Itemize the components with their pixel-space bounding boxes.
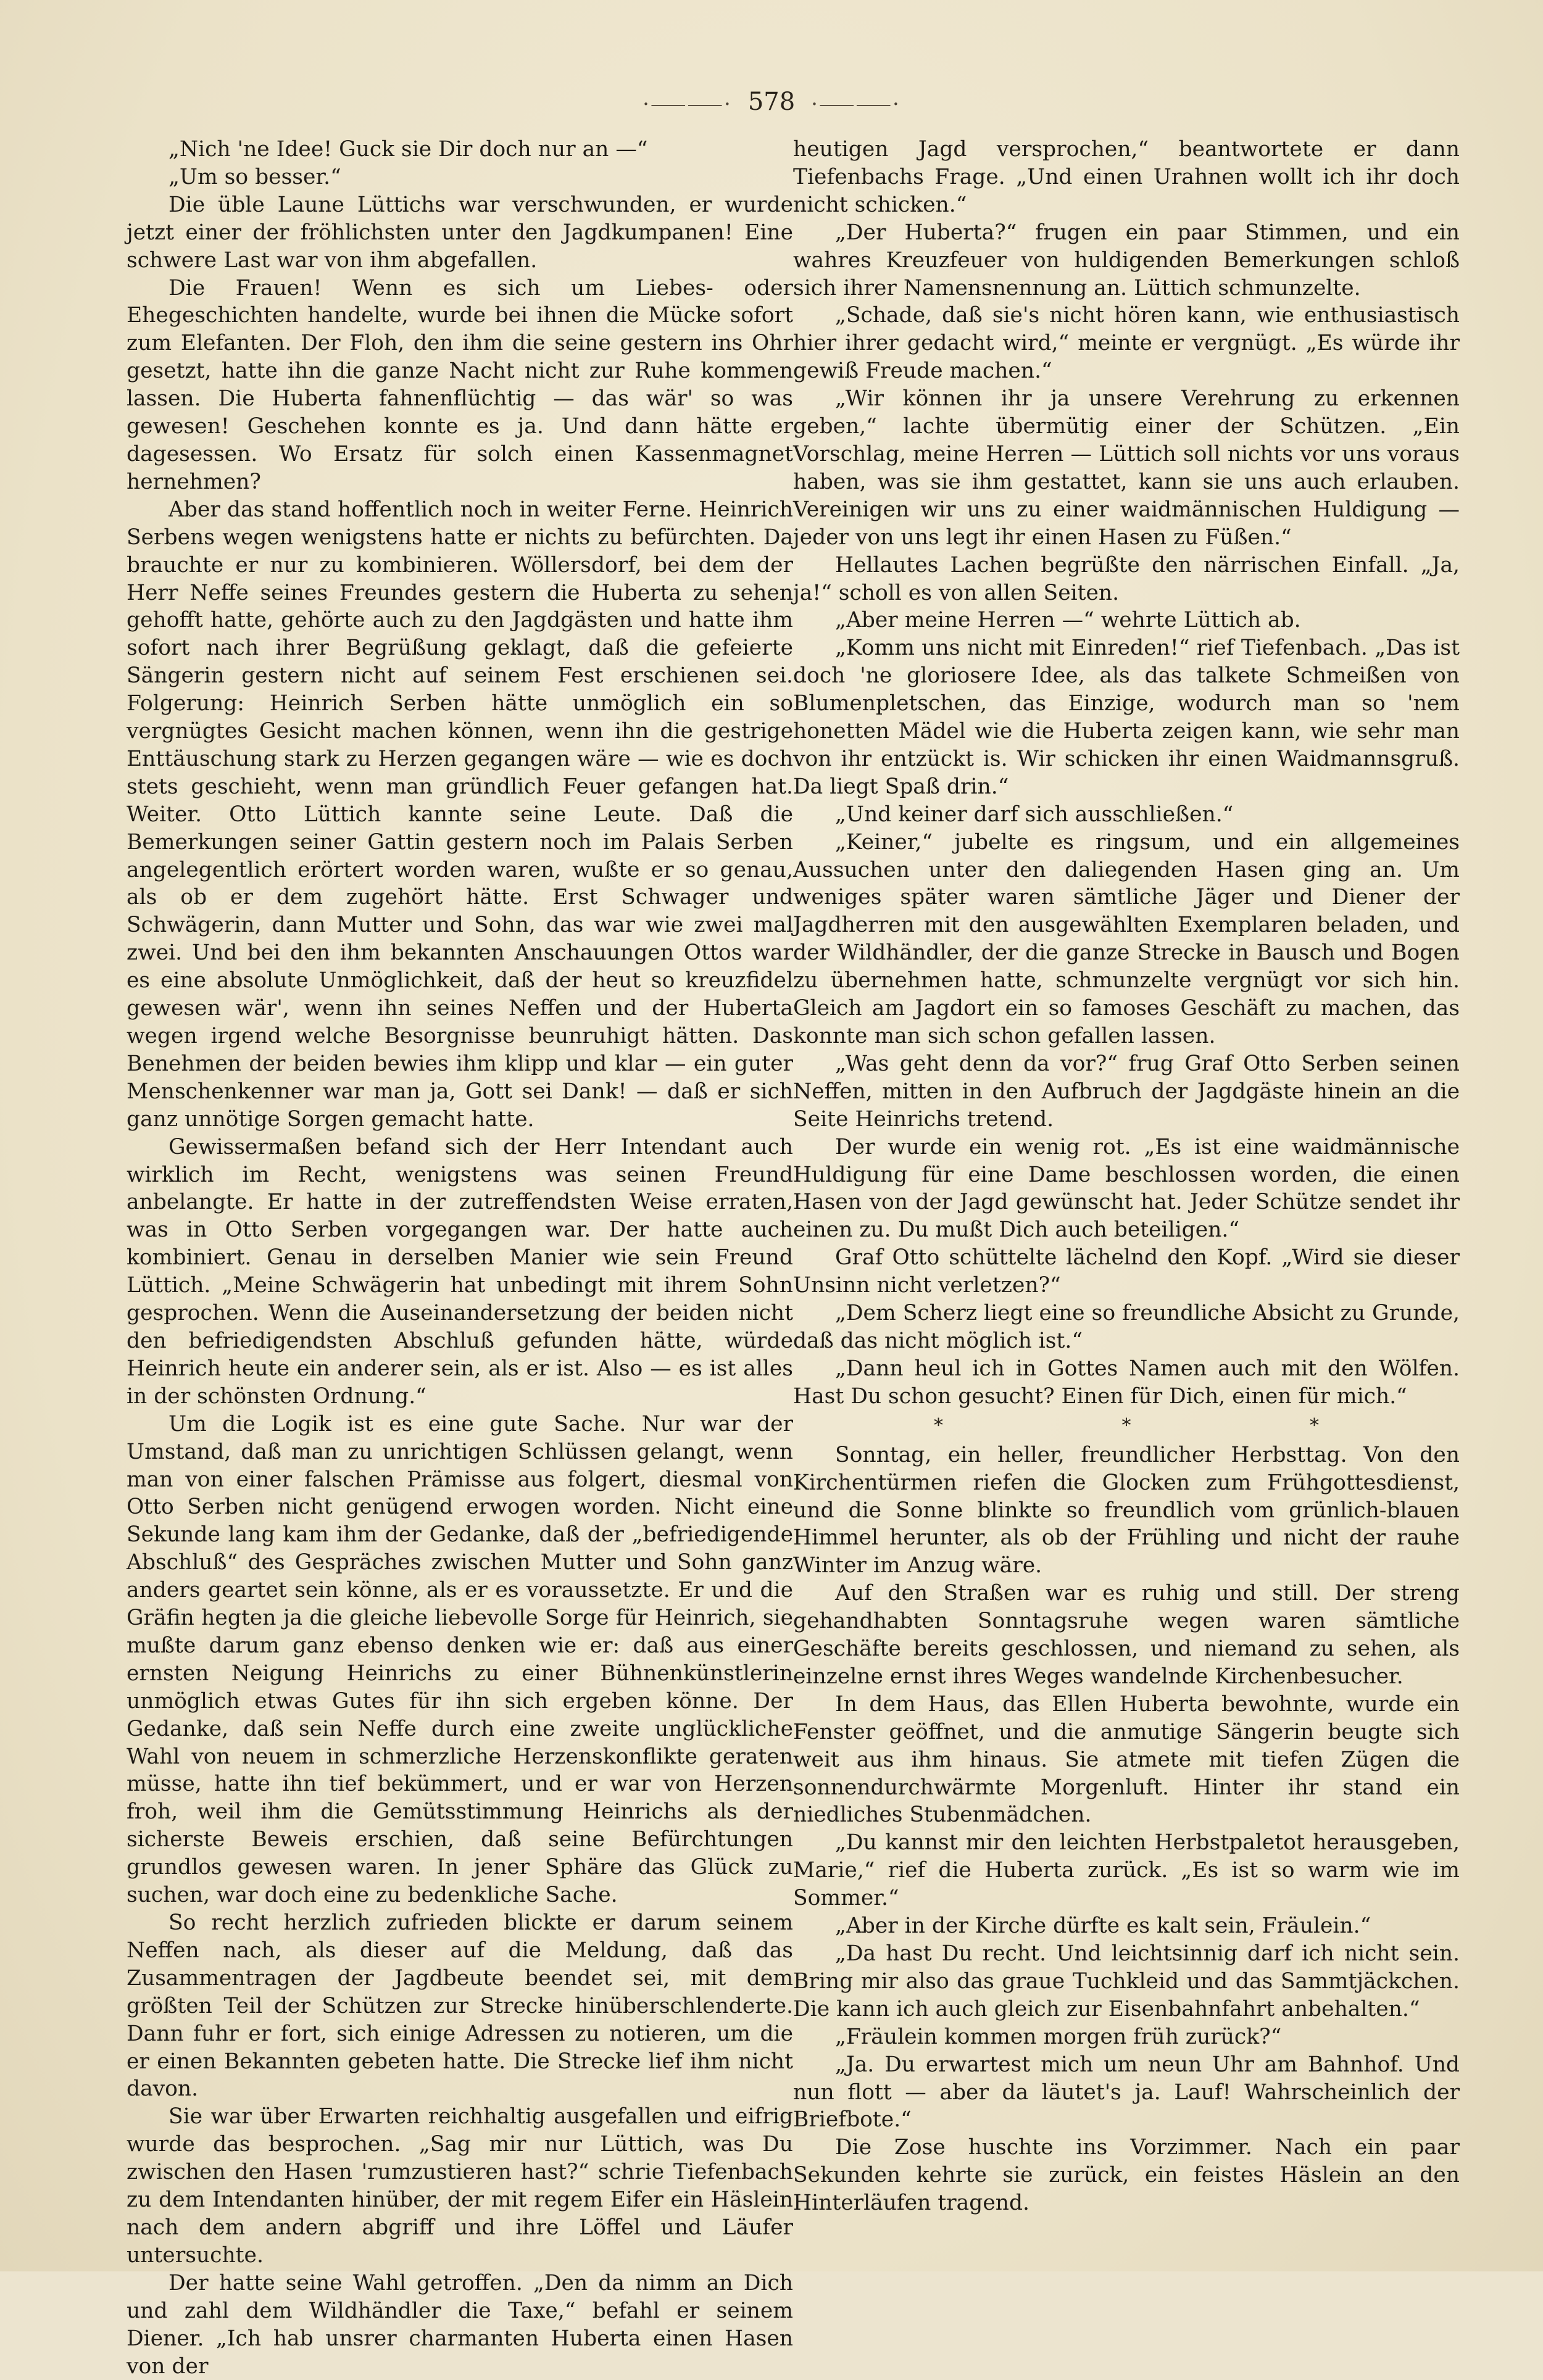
paragraph: Der wurde ein wenig rot. „Es ist eine waidmännische Huldigung für eine Dame beschlossen worden, die einen Hasen von der Jagd gewünscht hat. Jeder Schütze sendet ihr einen zu. Du mußt Dich auch beteiligen.“ bbox=[793, 1134, 1460, 1243]
paragraph: Hellautes Lachen begrüßte den närrischen Einfall. „Ja, ja!“ scholl es von allen Seiten. bbox=[793, 552, 1460, 605]
paragraph: „Aber in der Kirche dürfte es kalt sein, Fräulein.“ bbox=[835, 1914, 1371, 1939]
paragraph: „Und keiner darf sich ausschließen.“ bbox=[835, 802, 1234, 827]
paragraph: In dem Haus, das Ellen Huberta bewohnte, wurde ein Fenster geöffnet, und die anmutige Sängerin beugte sich weit aus ihm hinaus. Sie atmete mit tiefen Zügen die sonnendurchwärmte Morgenluft. Hinter ihr stand ein niedliches Stubenmädchen. bbox=[793, 1691, 1460, 1828]
section-divider: * * * bbox=[933, 1414, 1406, 1437]
paragraph: Die Frauen! Wenn es sich um Liebes- oder Ehegeschichten handelte, wurde bei ihnen die Mücke sofort zum Elefanten. Der Floh, den ihm die seine gestern ins Ohr gesetzt, hatte ihn die ganze Nacht nicht zur Ruhe kommen lassen. Die Huberta fahnenflüchtig — das wär' so was gewesen! Geschehen konnte es ja. Und dann hätte er dagesessen. Wo Ersatz für solch einen Kassenmagnet hernehmen? bbox=[127, 275, 793, 494]
paragraph: „Was geht denn da vor?“ frug Graf Otto Serben seinen Neffen, mitten in den Aufbruch der Jagdgäste hinein an die Seite Heinrichs tretend. bbox=[793, 1051, 1460, 1132]
paragraph: So recht herzlich zufrieden blickte er darum seinem Neffen nach, als dieser auf die Meldung, daß das Zusammentragen der Jagdbeute beendet sei, mit dem größten Teil der Schützen zur Strecke hinüberschlenderte. Dann fuhr er fort, sich einige Adressen zu notieren, um die er einen Bekannten gebeten hatte. Die Strecke lief ihm nicht davon. bbox=[127, 1910, 793, 2102]
paragraph: Graf Otto schüttelte lächelnd den Kopf. „Wird sie dieser Unsinn nicht verletzen?“ bbox=[793, 1245, 1460, 1298]
paragraph: „Um so besser.“ bbox=[168, 164, 341, 189]
left-column bbox=[127, 136, 793, 2380]
paragraph: Aber das stand hoffentlich noch in weiter Ferne. Heinrich Serbens wegen wenigstens hatte er nichts zu befürchten. Da brauchte er nur zu kombinieren. Wöllersdorf, bei dem der Herr Neffe seines Freundes gestern die Huberta zu sehen gehofft hatte, gehörte auch zu den Jagdgästen und hatte ihm sofort nach ihrer Begrüßung geklagt, daß die gefeierte Sängerin gestern nicht auf seinem Fest erschienen sei. Folgerung: Heinrich Serben hätte unmöglich ein so vergnügtes Gesicht machen können, wenn ihn die gestrige Enttäuschung stark zu Herzen gegangen wäre — wie es doch stets geschieht, wenn man gründlich Feuer gefangen hat. Weiter. Otto Lüttich kannte seine Leute. Daß die Bemerkungen seiner Gattin gestern noch im Palais Serben angelegentlich erörtert worden waren, wußte er so genau, als ob er dem zugehört hätte. Erst Schwager und Schwägerin, dann Mutter und Sohn, das war wie zwei mal zwei. Und bei den ihm bekannten Anschauungen Ottos war es eine absolute Unmöglichkeit, daß der heut so kreuzfidel gewesen wär', wenn ihn seines Neffen und der Huberta wegen irgend welche Besorgnisse beunruhigt hätten. Das Benehmen der beiden bewies ihm klipp und klar — ein guter Menschenkenner war man ja, Gott sei Dank! — daß er sich ganz unnötige Sorgen gemacht hatte. bbox=[127, 497, 793, 1132]
paragraph: Sonntag, ein heller, freundlicher Herbsttag. Von den Kirchentürmen riefen die Glocken zum Frühgottesdienst, und die Sonne blinkte so freundlich vom grünlich-blauen Himmel herunter, als ob der Frühling und nicht der rauhe Winter im Anzug wäre. bbox=[793, 1442, 1460, 1578]
paragraph: „Wir können ihr ja unsere Verehrung zu erkennen geben,“ lachte übermütig einer der Schützen. „Ein Vorschlag, meine Herren — Lüttich soll nichts vor uns voraus haben, was sie ihm gestattet, kann sie uns auch erlauben. Vereinigen wir uns zu einer waidmännischen Huldigung — jeder von uns legt ihr einen Hasen zu Füßen.“ bbox=[793, 386, 1460, 550]
paragraph: „Aber meine Herren —“ wehrte Lüttich ab. bbox=[835, 608, 1301, 633]
paragraph: Auf den Straßen war es ruhig und still. Der streng gehandhabten Sonntagsruhe wegen waren sämtliche Geschäfte bereits geschlossen, und niemand zu sehen, als einzelne ernst ihres Weges wandelnde Kirchenbesucher. bbox=[793, 1581, 1460, 1689]
paragraph: Um die Logik ist es eine gute Sache. Nur war der Umstand, daß man zu unrichtigen Schlüssen gelangt, wenn man von einer falschen Prämisse aus folgert, diesmal von Otto Serben nicht genügend erwogen worden. Nicht eine Sekunde lang kam ihm der Gedanke, daß der „befriedigende Abschluß“ des Gespräches zwischen Mutter und Sohn ganz anders geartet sein könne, als er es voraussetzte. Er und die Gräfin hegten ja die gleiche liebevolle Sorge für Heinrich, sie mußte darum ganz ebenso denken wie er: daß aus einer ernsten Neigung Heinrichs zu einer Bühnenkünstlerin unmöglich etwas Gutes für ihn sich ergeben könne. Der Gedanke, daß sein Neffe durch eine zweite unglückliche Wahl von neuem in schmerzliche Herzenskonflikte geraten müsse, hatte ihn tief bekümmert, und er war von Herzen froh, weil ihm die Gemütsstimmung Heinrichs als der sicherste Beweis erschien, daß seine Befürchtungen grundlos gewesen waren. In jener Sphäre das Glück zu suchen, war doch eine zu bedenkliche Sache. bbox=[127, 1411, 793, 1908]
page-number: 578 bbox=[747, 88, 796, 116]
paragraph: „Ja. Du erwartest mich um neun Uhr am Bahnhof. Und nun flott — aber da läutet's ja. Lauf! Wahrscheinlich der Briefbote.“ bbox=[793, 2052, 1460, 2133]
paragraph: Der hatte seine Wahl getroffen. „Den da nimm an Dich und zahl dem Wildhändler die Taxe,“ befahl er seinem Diener. „Ich hab unsrer charmanten Huberta einen Hasen von der bbox=[127, 2270, 793, 2379]
paragraph: „Komm uns nicht mit Einreden!“ rief Tiefenbach. „Das ist doch 'ne gloriosere Idee, als das talkete Schmeißen von Blumenpletschen, das Einzige, wodurch man so 'nem honetten Mädel wie die Huberta zeigen kann, wie sehr man von ihr entzückt is. Wir schicken ihr einen Waidmannsgruß. Da liegt Spaß drin.“ bbox=[793, 636, 1460, 799]
paragraph: „Da hast Du recht. Und leichtsinnig darf ich nicht sein. Bring mir also das graue Tuchkleid und das Sammtjäckchen. Die kann ich auch gleich zur Eisenbahnfahrt anbehalten.“ bbox=[793, 1941, 1460, 2021]
paragraph: „Nich 'ne Idee! Guck sie Dir doch nur an —“ bbox=[168, 137, 648, 162]
header-ornament-right: ·⸺⸺· bbox=[811, 91, 900, 117]
paragraph: Die Zose huschte ins Vorzimmer. Nach ein paar Sekunden kehrte sie zurück, ein feistes Häslein an den Hinterläufen tragend. bbox=[793, 2135, 1460, 2216]
paragraph: „Du kannst mir den leichten Herbstpaletot herausgeben, Marie,“ rief die Huberta zurück. „Es ist so warm wie im Sommer.“ bbox=[793, 1830, 1460, 1911]
paragraph: Die üble Laune Lüttichs war verschwunden, er wurde jetzt einer der fröhlichsten unter den Jagdkumpanen! Eine schwere Last war von ihm abgefallen. bbox=[127, 192, 793, 273]
paragraph: „Keiner,“ jubelte es ringsum, und ein allgemeines Aussuchen unter den daliegenden Hasen ging an. Um weniges später waren sämtliche Jäger und Diener der Jagdherren mit den ausgewählten Exemplaren beladen, und der Wildhändler, der die ganze Strecke in Bausch und Bogen zu übernehmen hatte, schmunzelte vergnügt vor sich hin. Gleich am Jagdort ein so famoses Geschäft zu machen, das konnte man sich schon gefallen lassen. bbox=[793, 829, 1460, 1048]
paragraph-continued: heutigen Jagd versprochen,“ beantwortete er dann Tiefenbachs Frage. „Und einen Urahnen wollt ich ihr doch nicht schicken.“ bbox=[793, 137, 1460, 217]
paragraph: „Dem Scherz liegt eine so freundliche Absicht zu Grunde, daß das nicht möglich ist.“ bbox=[793, 1301, 1460, 1353]
paragraph: „Fräulein kommen morgen früh zurück?“ bbox=[835, 2024, 1282, 2049]
paragraph: „Dann heul ich in Gottes Namen auch mit den Wölfen. Hast Du schon gesucht? Einen für Dich, einen für mich.“ bbox=[793, 1356, 1460, 1409]
header-ornament-left: ·⸺⸺· bbox=[643, 91, 732, 117]
paragraph: „Der Huberta?“ frugen ein paar Stimmen, und ein wahres Kreuzfeuer von huldigenden Bemerkungen schloß sich ihrer Namensnennung an. Lüttich schmunzelte. bbox=[793, 220, 1460, 301]
paragraph: Gewissermaßen befand sich der Herr Intendant auch wirklich im Recht, wenigstens was seinen Freund anbelangte. Er hatte in der zutreffendsten Weise erraten, was in Otto Serben vorgegangen war. Der hatte auch kombiniert. Genau in derselben Manier wie sein Freund Lüttich. „Meine Schwägerin hat unbedingt mit ihrem Sohn gesprochen. Wenn die Auseinandersetzung der beiden nicht den befriedigendsten Abschluß gefunden hätte, würde Heinrich heute ein anderer sein, als er ist. Also — es ist alles in der schönsten Ordnung.“ bbox=[127, 1134, 793, 1409]
paragraph: Sie war über Erwarten reichhaltig ausgefallen und eifrig wurde das besprochen. „Sag mir nur Lüttich, was Du zwischen den Hasen 'rumzustieren hast?“ schrie Tiefenbach zu dem Intendanten hinüber, der mit regem Eifer ein Häslein nach dem andern abgriff und ihre Löffel und Läufer untersuchte. bbox=[127, 2104, 793, 2268]
paragraph: „Schade, daß sie's nicht hören kann, wie enthusiastisch hier ihrer gedacht wird,“ meinte er vergnügt. „Es würde ihr gewiß Freude machen.“ bbox=[793, 303, 1460, 384]
page-header bbox=[0, 80, 1543, 123]
right-column bbox=[793, 136, 1460, 2217]
